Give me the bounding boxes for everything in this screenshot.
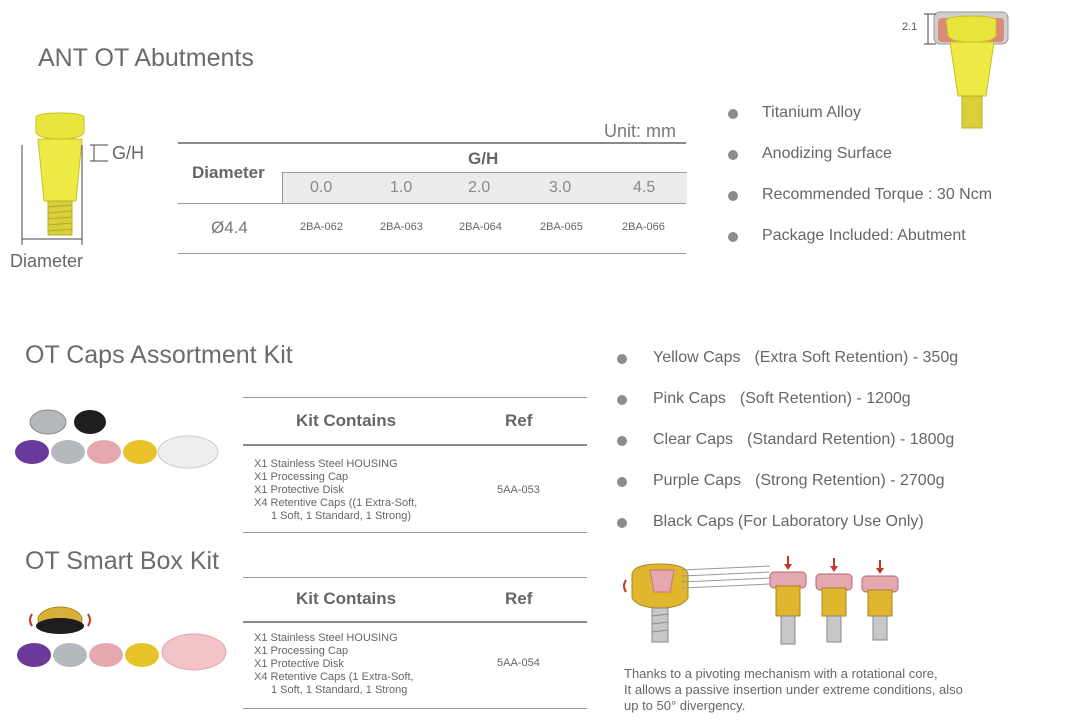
feature-item: Titanium Alloy [728, 104, 992, 145]
table-mid-rule [178, 203, 686, 204]
smart-kit-title: OT Smart Box Kit [25, 547, 220, 575]
retention-item: Clear Caps (Standard Retention) - 1800g [617, 431, 958, 472]
gh-value: 1.0 [390, 179, 413, 196]
bullet-icon [728, 191, 738, 201]
list-item: X1 Processing Cap [254, 645, 349, 657]
list-item: X4 Retentive Caps ((1 Extra-Soft, [254, 497, 418, 509]
col-gh-header: G/H [468, 149, 499, 168]
article-code: 2BA-065 [540, 221, 583, 233]
gh-value: 0.0 [310, 179, 333, 196]
pivot-mechanism-image [620, 552, 920, 652]
cap-height-label: 2.1 [902, 21, 918, 33]
caps-kit-image [10, 402, 225, 474]
bullet-icon [728, 232, 738, 242]
smart-table-header-rule [243, 621, 587, 623]
list-item: 1 Soft, 1 Standard, 1 Strong [271, 684, 408, 696]
list-item: 1 Soft, 1 Standard, 1 Strong) [271, 510, 412, 522]
caps-kit-ref: 5AA-053 [497, 484, 540, 496]
table-top-rule [178, 142, 686, 144]
retention-item: Yellow Caps (Extra Soft Retention) - 350g [617, 349, 958, 390]
feature-item: Recommended Torque : 30 Ncm [728, 186, 992, 227]
row-diameter: Ø4.4 [211, 218, 248, 237]
feature-item: Package Included: Abutment [728, 227, 992, 268]
gh-label: G/H [112, 143, 145, 163]
caps-col-ref: Ref [505, 411, 533, 430]
note-line: up to 50° divergency. [624, 698, 746, 713]
list-item: X1 Stainless Steel HOUSING [254, 458, 398, 470]
retention-item: Pink Caps (Soft Retention) - 1200g [617, 390, 958, 431]
bullet-icon [728, 109, 738, 119]
bullet-icon [617, 477, 627, 487]
gh-value: 3.0 [549, 179, 572, 196]
caps-table-bottom-rule [243, 532, 587, 533]
caps-col-contains: Kit Contains [296, 411, 397, 430]
caps-kit-title: OT Caps Assortment Kit [25, 341, 293, 369]
list-item: X1 Stainless Steel HOUSING [254, 632, 398, 644]
list-item: X4 Retentive Caps (1 Extra-Soft, [254, 671, 414, 683]
mechanism-note [624, 666, 1044, 714]
article-code: 2BA-066 [622, 221, 665, 233]
unit-label: Unit: mm [604, 121, 676, 141]
retention-item: Purple Caps (Strong Retention) - 2700g [617, 472, 958, 513]
caps-table-top-rule [243, 397, 587, 398]
smart-table-top-rule [243, 577, 587, 578]
list-item: X1 Processing Cap [254, 471, 349, 483]
smart-kit-ref: 5AA-054 [497, 657, 540, 669]
smart-col-contains: Kit Contains [296, 589, 397, 608]
caps-retention-list [617, 349, 958, 554]
list-item: X1 Protective Disk [254, 658, 344, 670]
diameter-label: Diameter [10, 251, 84, 271]
smart-kit-contents [254, 632, 414, 697]
retention-item: Black Caps (For Laboratory Use Only) [617, 513, 958, 554]
bullet-icon [617, 436, 627, 446]
bullet-icon [617, 354, 627, 364]
article-code: 2BA-062 [300, 221, 343, 233]
list-item: X1 Protective Disk [254, 484, 344, 496]
bullet-icon [617, 518, 627, 528]
gh-value: 2.0 [468, 179, 491, 196]
abutment-diagram [10, 105, 170, 275]
smart-kit-image [10, 598, 235, 678]
bullet-icon [728, 150, 738, 160]
note-line: It allows a passive insertion under extreme conditions, also [624, 682, 963, 697]
caps-table-header-rule [243, 444, 587, 446]
note-line: Thanks to a pivoting mechanism with a rotational core, [624, 666, 938, 681]
abutments-title: ANT OT Abutments [38, 44, 254, 72]
col-diameter-header: Diameter [192, 163, 265, 182]
table-bottom-rule [178, 253, 686, 254]
caps-kit-contents [254, 458, 417, 523]
article-code: 2BA-063 [380, 221, 423, 233]
bullet-icon [617, 395, 627, 405]
feature-item: Anodizing Surface [728, 145, 992, 186]
smart-col-ref: Ref [505, 589, 533, 608]
article-code: 2BA-064 [459, 221, 502, 233]
gh-value: 4.5 [633, 179, 656, 196]
smart-table-bottom-rule [243, 708, 587, 709]
